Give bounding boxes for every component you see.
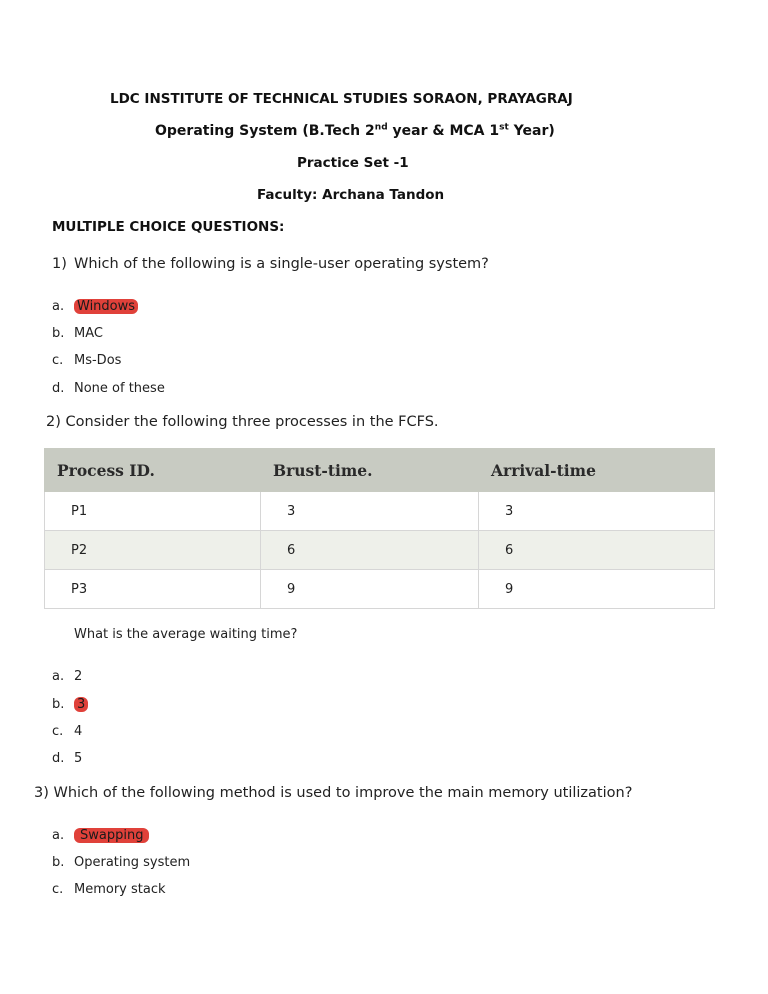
question-3-text: 3) Which of the following method is used to improve the main memory utilization? [34,785,633,801]
faculty-line: Faculty: Archana Tandon [257,187,445,203]
q2-option-a: a. 2 [52,669,83,684]
q3-option-b: b. Operating system [52,855,191,870]
question-1-text: Which of the following is a single-user operating system? [74,256,489,272]
q1-option-d: d. None of these [52,381,165,396]
question-1 [52,256,489,272]
question-1-number: 1) [52,256,67,272]
q1-option-c: c. Ms-Dos [52,353,122,368]
table-cell: 3 [479,492,715,531]
q2-option-c: c. 4 [52,724,83,739]
table-cell: 3 [261,492,479,531]
section-heading: MULTIPLE CHOICE QUESTIONS: [52,219,285,235]
question-2-text: 2) Consider the following three processes in the FCFS. [46,414,439,430]
table-cell: 6 [261,531,479,570]
table-header-row [45,449,715,492]
question-2-followup: What is the average waiting time? [74,627,298,642]
table-cell: P3 [45,570,261,609]
table-cell: P2 [45,531,261,570]
q3-option-a: a. Swapping [52,828,149,843]
q3-option-c: c. Memory stack [52,882,166,897]
table-cell: 9 [479,570,715,609]
table-row [45,531,715,570]
table-cell: 9 [261,570,479,609]
table-header-brust-time: Brust-time. [261,449,479,492]
table-cell: P1 [45,492,261,531]
practice-set-title: Practice Set -1 [297,155,409,171]
table-row [45,570,715,609]
q1-option-b: b. MAC [52,326,103,341]
highlighted-answer: 3 [74,697,88,712]
q2-option-d: d. 5 [52,751,83,766]
table-header-process-id: Process ID. [45,449,261,492]
institute-title: LDC INSTITUTE OF TECHNICAL STUDIES SORAON, PRAYAGRAJ [110,91,573,107]
table-cell: 6 [479,531,715,570]
table-row [45,492,715,531]
highlighted-answer: Swapping [74,828,149,843]
course-title: Operating System (B.Tech 2nd year & MCA 1st Year) [155,122,555,139]
highlighted-answer: Windows [74,299,138,314]
process-table [44,448,715,609]
q2-option-b: b. 3 [52,697,88,712]
q1-option-a: a. Windows [52,299,138,314]
table-header-arrival-time: Arrival-time [479,449,715,492]
